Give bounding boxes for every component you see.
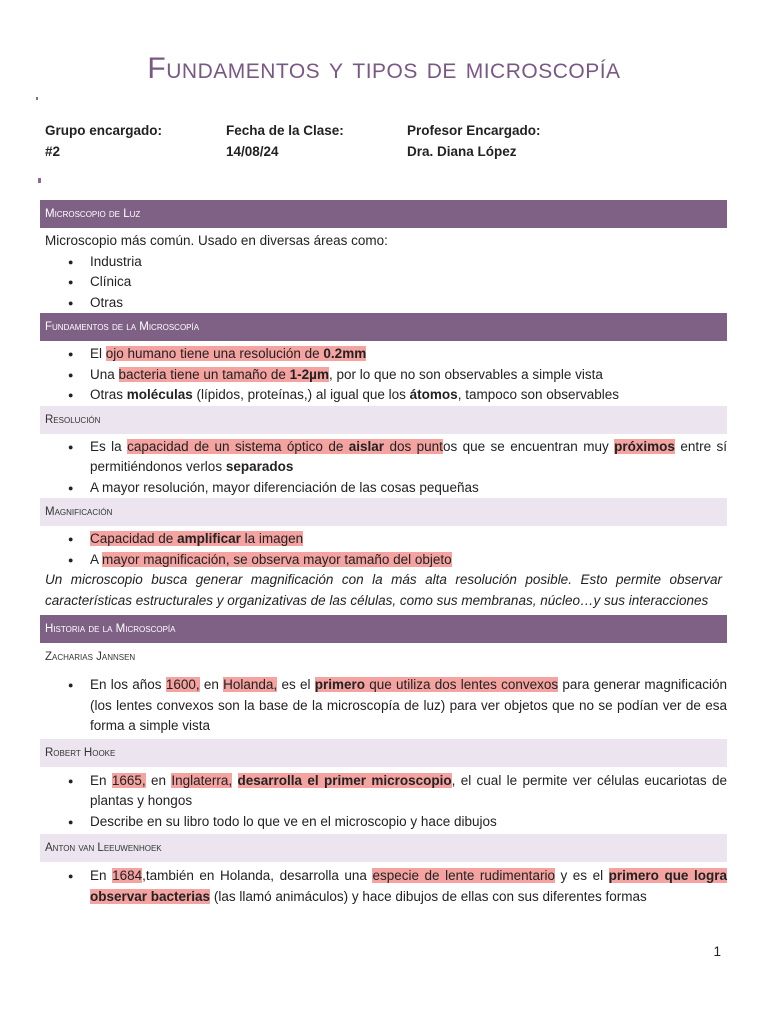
list-item: ● Clínica <box>90 272 727 293</box>
text: (las llamó animáculos) y hace dibujos de ellas con sus diferentes formas <box>210 888 647 904</box>
bold-text: 0.2mm <box>323 346 367 361</box>
text: Otras <box>90 387 127 402</box>
highlight <box>106 346 366 361</box>
highlight: 1600, <box>165 677 200 692</box>
bold-text: moléculas <box>126 387 193 402</box>
page-number: 1 <box>713 944 721 959</box>
text: dos punt <box>384 438 443 454</box>
date-label-text: Fecha de la Clase: <box>226 123 344 138</box>
list-item <box>90 675 727 737</box>
bold-text: átomos <box>409 387 458 402</box>
text: En <box>90 868 113 883</box>
bold-text: aislar <box>348 438 385 454</box>
text: que utiliza dos lentes convexos <box>364 677 559 692</box>
text: entre sí permitiéndonos verlos <box>90 438 728 474</box>
decorative-mark <box>38 178 41 183</box>
bold-text: separados <box>225 459 294 474</box>
bullet-list <box>40 675 727 737</box>
group-value: #2 <box>45 144 61 159</box>
list-item <box>90 344 727 365</box>
document-body <box>40 200 727 907</box>
highlight <box>119 367 329 382</box>
page-title: Fundamentos y tipos de microscopía <box>147 52 621 85</box>
list-item: ● Describe en su libro todo lo que ve en el microscopio y hace dibujos <box>90 812 727 833</box>
text: es el <box>277 677 315 692</box>
list-item: ● A mayor resolución, mayor diferenciación de las cosas pequeñas <box>90 478 727 499</box>
bullet-list <box>40 529 727 570</box>
professor-info <box>407 120 541 162</box>
professor-value: Dra. Diana López <box>407 144 517 159</box>
list-item <box>90 437 727 478</box>
bold-text: 1-2µm <box>289 366 329 382</box>
list-item <box>90 866 727 907</box>
date-label <box>226 120 366 141</box>
group-label <box>45 120 185 141</box>
text: En <box>90 772 112 788</box>
bold-highlight: próximos <box>614 438 675 454</box>
list-item: ● Industria <box>90 252 727 273</box>
group-label-text: Grupo encargado: <box>45 123 163 138</box>
subsection-heading: Resolución <box>40 406 727 434</box>
text: ,también en Holanda, desarrolla una <box>142 868 373 883</box>
list-item <box>90 771 727 812</box>
highlight: especie de lente rudimentario <box>372 868 555 883</box>
text: en <box>199 677 224 692</box>
text: A <box>90 551 103 567</box>
bullet-list <box>40 866 727 907</box>
professor-label: Profesor Encargado: <box>407 123 541 138</box>
decorative-mark <box>36 97 38 100</box>
list-item <box>90 385 727 406</box>
text: y es el <box>554 868 609 883</box>
subsection-heading: Zacharias Jannsen <box>40 643 727 671</box>
bullet-list <box>40 437 727 499</box>
bullet-list <box>40 252 727 314</box>
text: , por lo que no son observables a simple vista <box>328 366 603 382</box>
highlight: 1684 <box>112 868 143 883</box>
text: en <box>145 772 172 788</box>
bold-text: primero <box>314 677 365 692</box>
highlight: 1665, <box>111 772 146 788</box>
list-item <box>90 365 727 386</box>
text: ojo humano tiene una resolución de <box>105 346 324 361</box>
bold-highlight: desarrolla el primer microscopio <box>237 772 452 788</box>
text: bacteria tiene un tamaño de <box>118 366 290 382</box>
text: , el cual le permite ver células eucariotas de plantas y hongos <box>90 772 727 808</box>
highlight <box>315 677 558 692</box>
text <box>232 773 237 788</box>
list-item <box>90 550 727 571</box>
highlight: Inglaterra, <box>171 772 233 788</box>
highlight: Holanda, <box>223 677 278 692</box>
bold-highlight: primero que logra observar bacterias <box>90 868 727 904</box>
bullet-list <box>40 771 727 833</box>
text: El <box>90 346 106 361</box>
section-heading: Historia de la Microscopía <box>40 615 727 643</box>
list-item: ● Otras <box>90 293 727 314</box>
italic-note: Un microscopio busca generar magnificación con la más alta resolución posible. Esto permite observar características estructurales y organizativas de las células, como sus membranas, núcleo…y sus interacciones <box>45 572 722 608</box>
date-value: 14/08/24 <box>226 144 279 159</box>
highlight <box>90 531 303 546</box>
text: Es la <box>90 438 128 454</box>
text: Capacidad de <box>90 531 178 546</box>
text: Una <box>90 366 119 382</box>
text: capacidad de un sistema óptico de <box>127 438 349 454</box>
group-info <box>45 120 185 162</box>
list-item <box>90 529 727 550</box>
date-info <box>226 120 366 162</box>
bold-text: amplificar <box>177 531 241 546</box>
section-heading: Fundamentos de la Microscopía <box>40 313 727 341</box>
paragraph: Microscopio más común. Usado en diversas áreas como: <box>45 233 388 248</box>
highlight: mayor magnificación, se observa mayor tamaño del objeto <box>102 551 452 567</box>
subsection-heading: Anton van Leeuwenhoek <box>40 834 727 862</box>
section-heading: Microscopio de Luz <box>40 200 727 228</box>
text: os que se encuentran muy <box>442 438 615 454</box>
text: En los años <box>90 677 166 692</box>
subsection-heading: Robert Hooke <box>40 739 727 767</box>
text: la imagen <box>240 531 304 546</box>
text: (lípidos, proteínas,) al igual que los <box>192 387 410 402</box>
text: para generar magnificación (los lentes convexos son la base de la microscopía de luz) para ver objetos que no se podían ver de esa forma a simple vista <box>90 677 727 733</box>
subsection-heading: Magnificación <box>40 498 727 526</box>
text: , tampoco son observables <box>457 387 620 402</box>
bullet-list <box>40 344 727 406</box>
highlight <box>127 439 443 454</box>
